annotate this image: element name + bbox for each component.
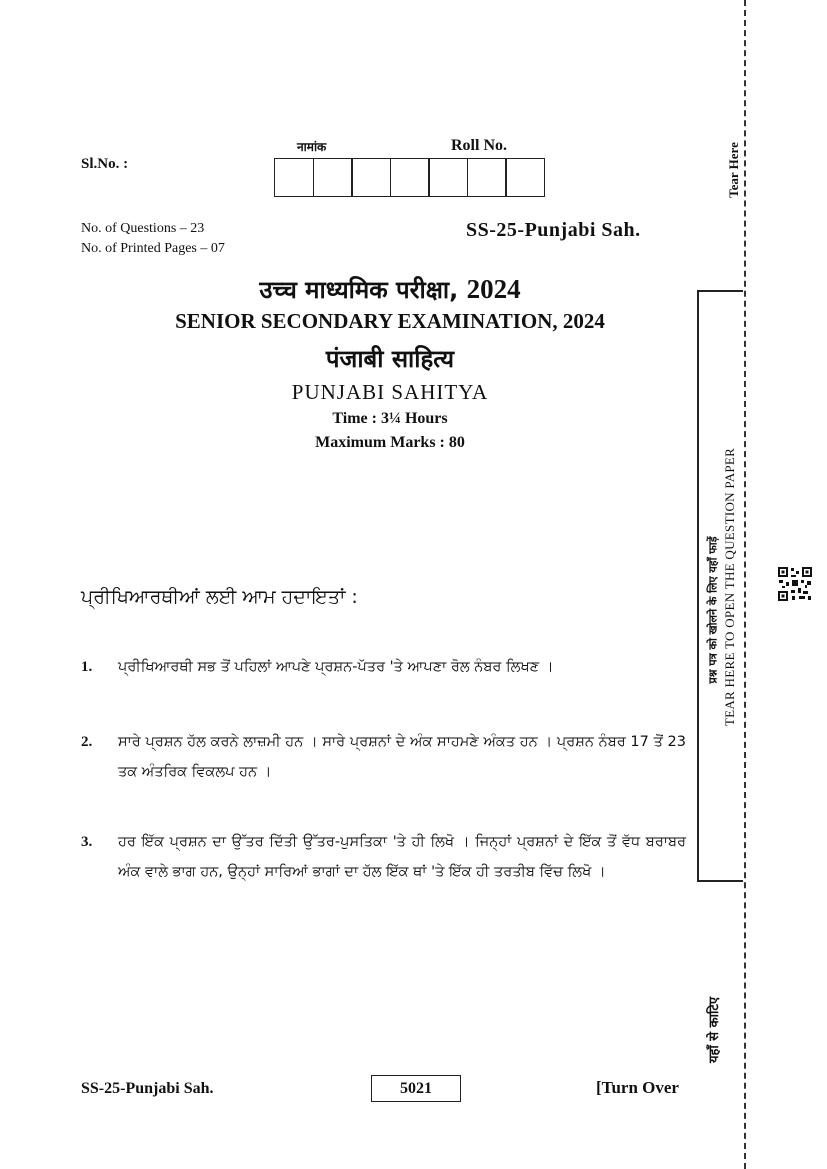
instruction-item: [81, 827, 686, 887]
turn-over-label: [Turn Over: [596, 1078, 679, 1097]
tear-dashed-line: [744, 0, 746, 1169]
roll-number-box[interactable]: [313, 158, 353, 197]
tear-instruction: TEAR HERE TO OPEN THE QUESTION PAPER: [722, 447, 737, 727]
exam-year: 2024: [466, 274, 521, 304]
exam-duration: Time : 3¼ Hours: [332, 410, 448, 427]
exam-title: SENIOR SECONDARY EXAMINATION, 2024: [175, 309, 605, 333]
instruction-item: [81, 727, 686, 787]
cut-here-label-hindi: यहाँ से काटिए: [707, 996, 722, 1064]
roll-number-boxes: [274, 158, 545, 197]
paper-meta: [81, 219, 225, 259]
tear-here-label: Tear Here: [726, 142, 741, 198]
roll-number-box[interactable]: [428, 158, 468, 197]
question-count: No. of Questions – 23: [81, 221, 205, 236]
footer-paper-number: 5021: [371, 1075, 461, 1102]
instruction-text: ਸਾਰੇ ਪ੍ਰਸ਼ਨ ਹੱਲ ਕਰਨੇ ਲਾਜ਼ਮੀ ਹਨ । ਸਾਰੇ ਪ੍ਰਸ਼ਨਾਂ ਦੇ ਅੰਕ ਸਾਹਮਣੇ ਅੰਕਤ ਹਨ । ਪ੍ਰਸ਼ਨ ਨੰਬਰ 17 ਤੋਂ 23 ਤਕ ਅੰਤਰਿਕ ਵਿਕਲਪ ਹਨ ।: [118, 734, 686, 780]
subject-title-hindi: पंजाबी साहित्य: [325, 345, 455, 373]
exam-title-hindi-text: उच्च माध्यमिक परीक्षा,: [259, 276, 459, 304]
instruction-text: ਹਰ ਇੱਕ ਪ੍ਰਸ਼ਨ ਦਾ ਉੱਤਰ ਦਿੱਤੀ ਉੱਤਰ-ਪੁਸਤਿਕਾ 'ਤੇ ਹੀ ਲਿਖੋ । ਜਿਨ੍ਹਾਂ ਪ੍ਰਸ਼ਨਾਂ ਦੇ ਇੱਕ ਤੋਂ ਵੱਧ ਬਰਾਬਰ ਅੰਕ ਵਾਲੇ ਭਾਗ ਹਨ, ਉਨ੍ਹਾਂ ਸਾਰਿਆਂ ਭਾਗਾਂ ਦਾ ਹੱਲ ਇੱਕ ਥਾਂ 'ਤੇ ਇੱਕ ਹੀ ਤਰਤੀਬ ਵਿੱਚ ਲਿਖੋ ।: [118, 834, 686, 880]
maximum-marks: Maximum Marks : 80: [315, 434, 465, 451]
instruction-text: ਪ੍ਰੀਖਿਆਰਥੀ ਸਭ ਤੋਂ ਪਹਿਲਾਂ ਆਪਣੇ ਪ੍ਰਸ਼ਨ-ਪੱਤਰ 'ਤੇ ਆਪਣਾ ਰੋਲ ਨੰਬਰ ਲਿਖਣ ।: [118, 659, 554, 675]
roll-number-label: Roll No.: [451, 137, 507, 154]
instruction-number: 3.: [81, 834, 93, 850]
paper-code: SS-25-Punjabi Sah.: [466, 219, 641, 241]
instruction-number: 2.: [81, 734, 93, 750]
roll-number-box[interactable]: [505, 158, 545, 197]
roll-number-box[interactable]: [390, 158, 430, 197]
printed-pages-count: No. of Printed Pages – 07: [81, 241, 225, 256]
tear-instruction-hindi: प्रश्न पत्र को खोलने के लिए यहाँ फाड़ें: [706, 536, 720, 684]
serial-number-label: Sl.No. :: [81, 156, 129, 172]
footer-paper-code: SS-25-Punjabi Sah.: [81, 1080, 214, 1097]
instruction-number: 1.: [81, 659, 93, 675]
roll-number-box[interactable]: [467, 158, 507, 197]
exam-title-hindi: [80, 273, 700, 306]
subject-title: PUNJABI SAHITYA: [291, 380, 489, 404]
roll-number-label-hindi: नामांक: [297, 140, 327, 154]
qr-code-icon: [777, 566, 813, 602]
roll-number-box[interactable]: [351, 158, 391, 197]
roll-number-box[interactable]: [274, 158, 314, 197]
instruction-item: [81, 652, 686, 682]
instructions-heading: ਪ੍ਰੀਖਿਆਰਥੀਆਂ ਲਈ ਆਮ ਹਦਾਇਤਾਂ :: [81, 586, 358, 608]
